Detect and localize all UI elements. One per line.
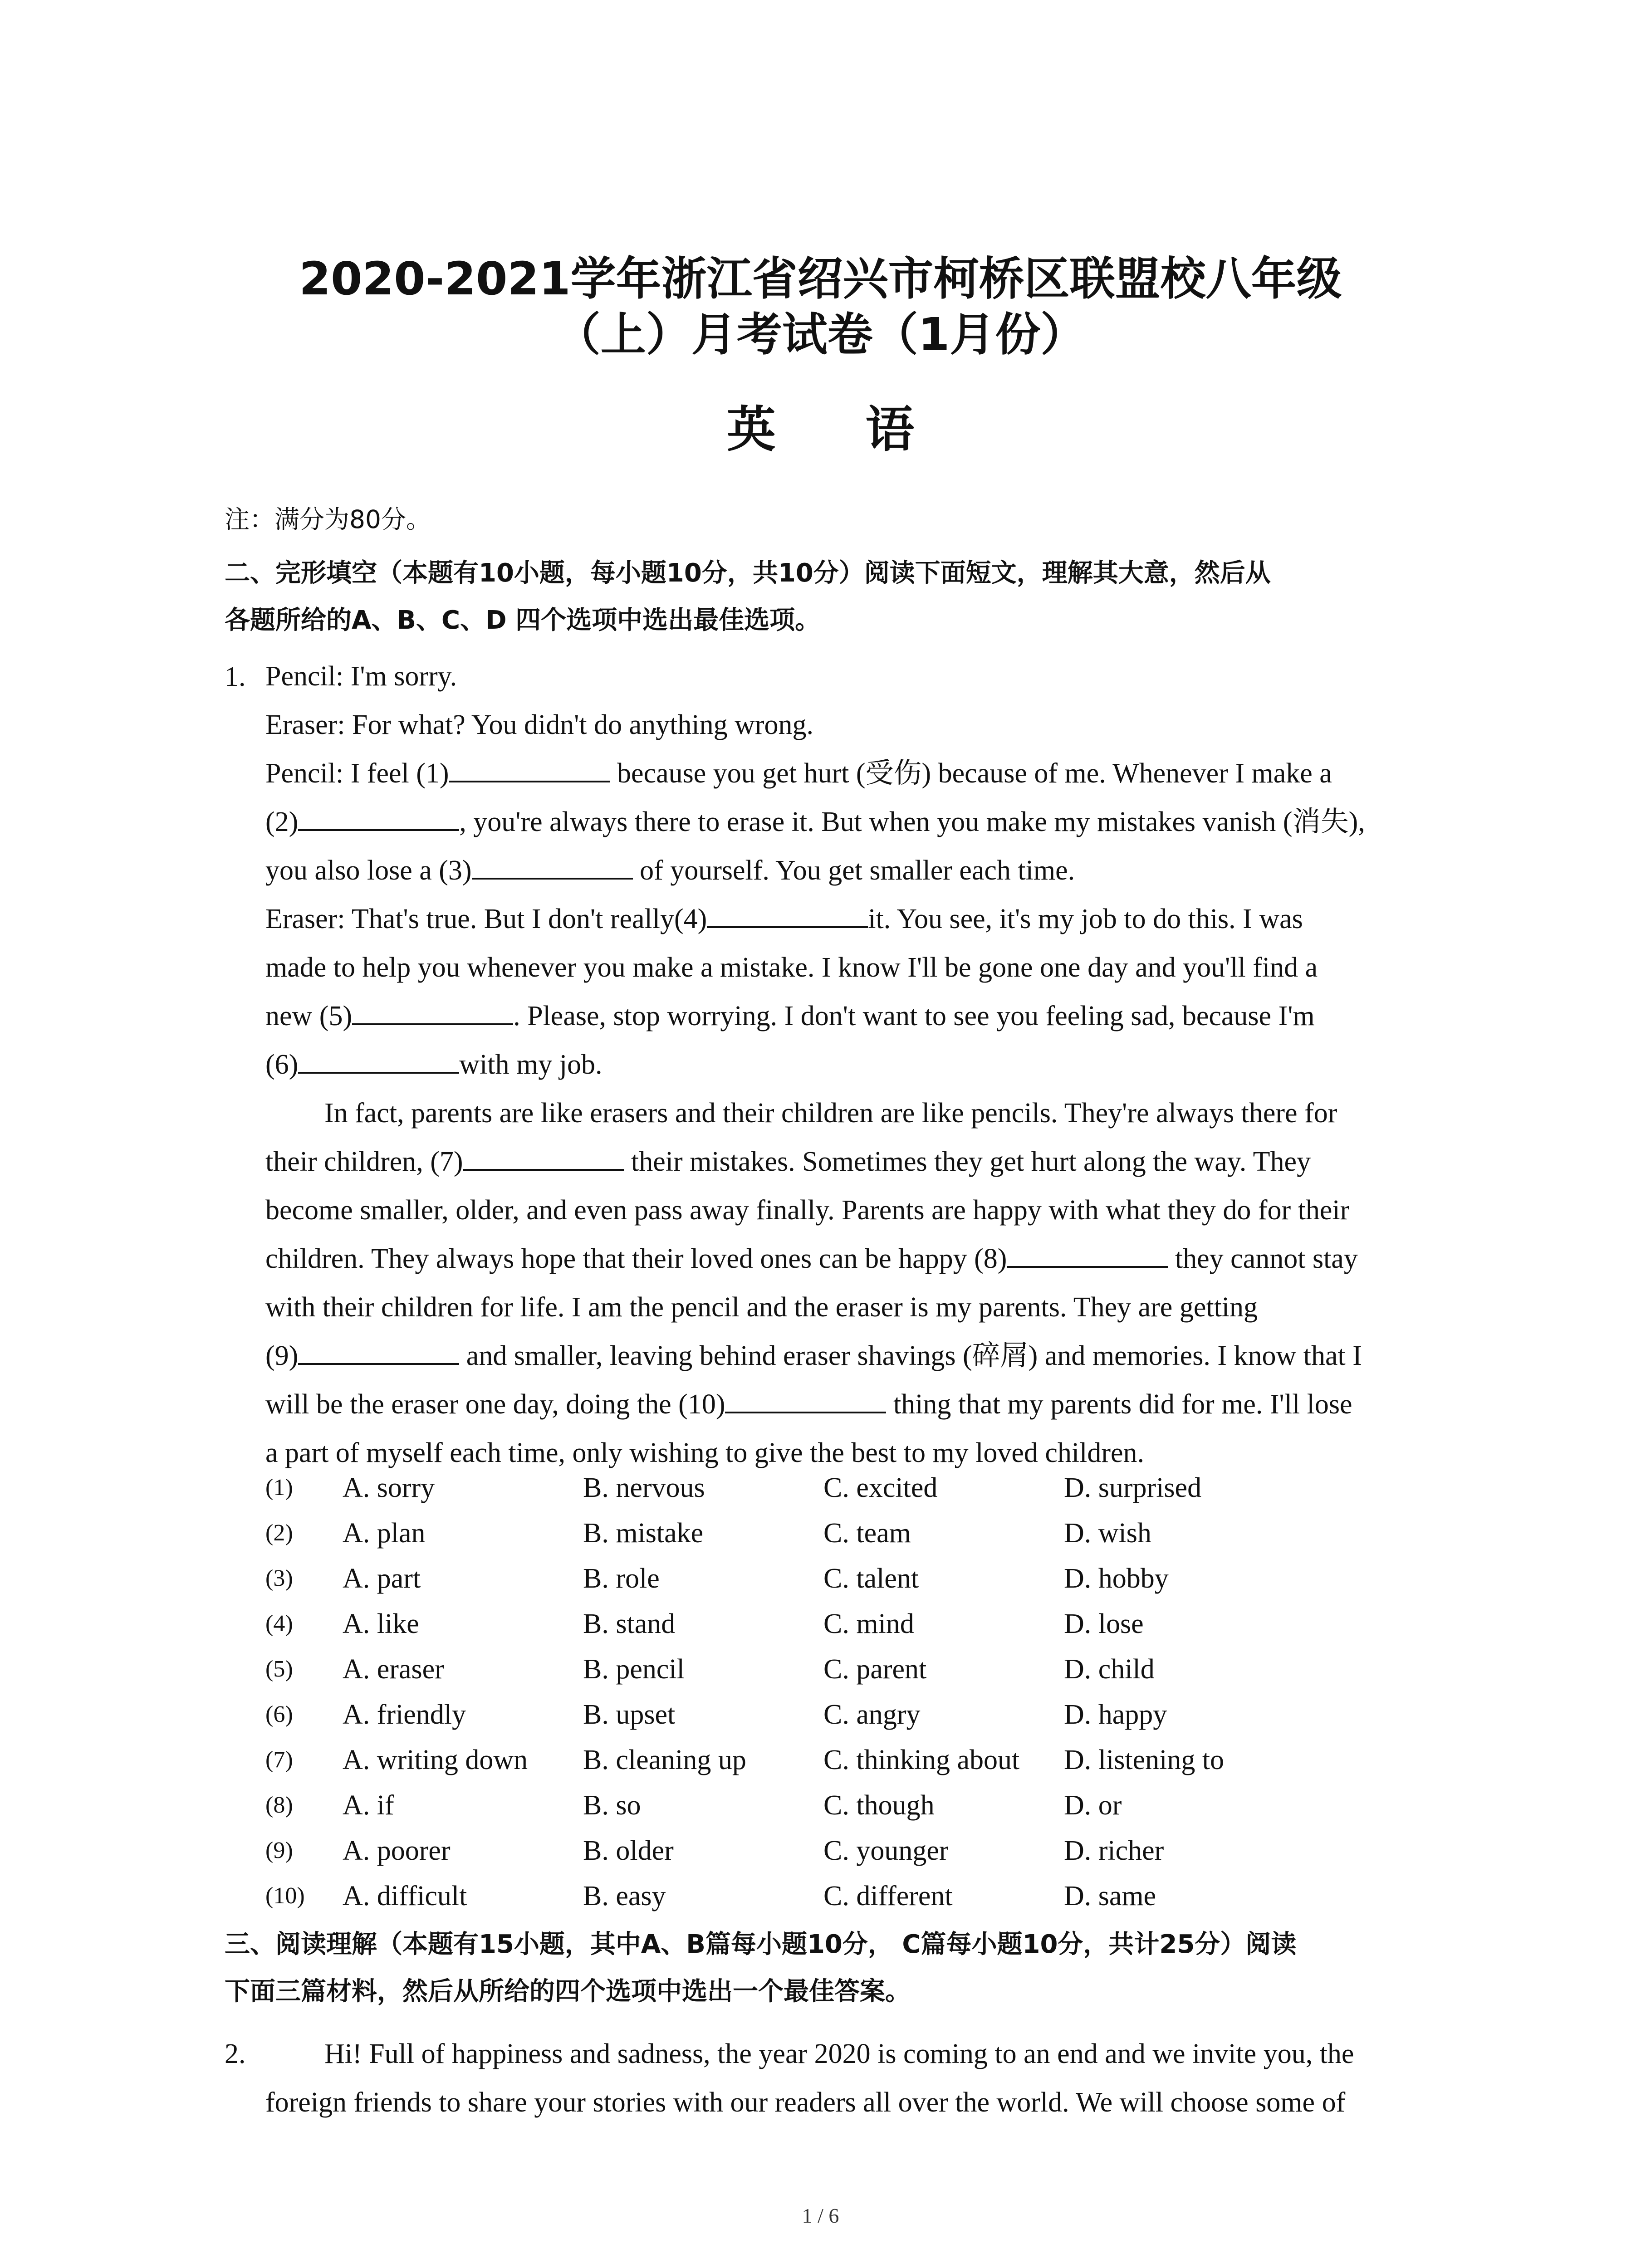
cloze-passage: [265, 652, 1459, 1477]
option-a[interactable]: A. part: [343, 1563, 421, 1594]
reading-passage-a: [265, 2030, 1459, 2127]
passage-line: [265, 1332, 1459, 1380]
option-d[interactable]: D. surprised: [1064, 1472, 1202, 1503]
answer-options: [265, 1465, 1445, 1919]
passage-text: (9): [265, 1340, 299, 1371]
answer-blank-10[interactable]: [725, 1386, 886, 1413]
passage-text: (2): [265, 807, 299, 837]
option-question-number: (10): [265, 1883, 305, 1909]
passage-line: [265, 749, 1459, 798]
option-question-number: (5): [265, 1656, 293, 1682]
option-row: [265, 1692, 1445, 1737]
option-row: [265, 1647, 1445, 1692]
passage-line: [265, 652, 1459, 701]
option-row: [265, 1828, 1445, 1873]
passage-text: with their children for life. I am the pencil and the eraser is my parents. They are getting: [265, 1292, 1258, 1323]
option-a[interactable]: A. writing down: [343, 1745, 528, 1775]
passage-text: it. You see, it's my job to do this. I was: [868, 904, 1303, 934]
passage-line: [265, 1041, 1459, 1089]
passage-text: their children, (7): [265, 1146, 463, 1177]
answer-blank-7[interactable]: [463, 1144, 624, 1171]
option-a[interactable]: A. difficult: [343, 1881, 467, 1911]
option-question-number: (6): [265, 1701, 293, 1727]
exam-title-line-1: 2020-2021学年浙江省绍兴市柯桥区联盟校八年级: [299, 252, 1342, 305]
passage-text: of yourself. You get smaller each time.: [632, 855, 1075, 886]
passage-line: [265, 1380, 1459, 1429]
passage-text: new (5): [265, 1001, 353, 1031]
option-d[interactable]: D. listening to: [1064, 1745, 1225, 1775]
passage-text: . Please, stop worrying. I don't want to see you feeling sad, because I'm: [513, 1001, 1315, 1031]
option-b[interactable]: B. upset: [583, 1699, 676, 1730]
option-row: [265, 1783, 1445, 1828]
passage-text: become smaller, older, and even pass away finally. Parents are happy with what they do for their: [265, 1195, 1350, 1226]
passage-line: [265, 1235, 1459, 1283]
option-d[interactable]: D. hobby: [1064, 1563, 1169, 1594]
passage-text: will be the eraser one day, doing the (10): [265, 1389, 725, 1420]
passage-text: (6): [265, 1049, 299, 1080]
option-row: [265, 1601, 1445, 1647]
answer-blank-3[interactable]: [472, 852, 633, 880]
section-3-heading-line-1: 三、阅读理解（本题有15小题，其中A、B篇每小题10分， C篇每小题10分，共计25分）阅读: [225, 1930, 1297, 1959]
passage-text: and smaller, leaving behind eraser shavings (碎屑) and memories. I know that I: [459, 1340, 1362, 1371]
option-question-number: (2): [265, 1520, 293, 1546]
option-b[interactable]: B. older: [583, 1835, 674, 1866]
passage-text: Eraser: For what? You didn't do anything wrong.: [265, 709, 814, 740]
exam-title-line-2: （上）月考试卷（1月份）: [555, 308, 1086, 361]
passage-text: with my job.: [459, 1049, 603, 1080]
option-question-number: (4): [265, 1611, 293, 1637]
option-question-number: (7): [265, 1747, 293, 1773]
option-a[interactable]: A. if: [343, 1790, 394, 1821]
question-1-number: 1.: [225, 661, 246, 692]
passage-text: Hi! Full of happiness and sadness, the year 2020 is coming to an end and we invite you, the: [324, 2038, 1354, 2069]
option-c[interactable]: C. angry: [823, 1699, 921, 1730]
page-number: 1 / 6: [802, 2204, 839, 2227]
option-row: [265, 1465, 1445, 1510]
option-a[interactable]: A. friendly: [343, 1699, 466, 1730]
passage-line: [265, 1283, 1459, 1332]
passage-line: [265, 1138, 1459, 1186]
passage-line: [265, 992, 1459, 1041]
option-a[interactable]: A. eraser: [343, 1654, 444, 1685]
option-question-number: (8): [265, 1792, 293, 1818]
passage-text: you also lose a (3): [265, 855, 472, 886]
answer-blank-1[interactable]: [449, 755, 610, 782]
passage-text: Pencil: I'm sorry.: [265, 661, 457, 692]
option-a[interactable]: A. sorry: [343, 1472, 435, 1503]
passage-text: they cannot stay: [1168, 1243, 1358, 1274]
answer-blank-8[interactable]: [1007, 1241, 1168, 1268]
option-row: [265, 1556, 1445, 1601]
answer-blank-5[interactable]: [352, 998, 513, 1025]
score-note: 注：满分为80分。: [225, 505, 431, 534]
passage-line: [265, 943, 1459, 992]
passage-line: [265, 846, 1459, 895]
option-a[interactable]: A. poorer: [343, 1835, 451, 1866]
option-d[interactable]: D. lose: [1064, 1608, 1144, 1639]
section-2-heading-line-1: 二、完形填空（本题有10小题，每小题10分，共10分）阅读下面短文，理解其大意，然后从: [225, 558, 1271, 588]
option-a[interactable]: A. like: [343, 1608, 419, 1639]
option-c[interactable]: C. team: [823, 1518, 911, 1549]
passage-text: foreign friends to share your stories with our readers all over the world. We will choose some of: [265, 2087, 1346, 2118]
passage-line: [265, 1089, 1459, 1138]
passage-text: made to help you whenever you make a mistake. I know I'll be gone one day and you'll find a: [265, 952, 1318, 983]
passage-line: [265, 895, 1459, 943]
option-question-number: (3): [265, 1565, 293, 1591]
answer-blank-9[interactable]: [298, 1338, 459, 1365]
option-b[interactable]: B. easy: [583, 1881, 666, 1911]
option-c[interactable]: C. though: [823, 1790, 935, 1821]
option-c[interactable]: C. talent: [823, 1563, 919, 1594]
option-c[interactable]: C. parent: [823, 1654, 927, 1685]
passage-text: thing that my parents did for me. I'll lose: [886, 1389, 1352, 1420]
question-2-number: 2.: [225, 2038, 246, 2069]
section-3-heading-line-2: 下面三篇材料，然后从所给的四个选项中选出一个最佳答案。: [225, 1977, 911, 2006]
option-question-number: (1): [265, 1475, 293, 1501]
option-b[interactable]: B. pencil: [583, 1654, 685, 1685]
passage-text: a part of myself each time, only wishing to give the best to my loved children.: [265, 1437, 1145, 1468]
passage-line: [265, 1186, 1459, 1235]
option-question-number: (9): [265, 1838, 293, 1863]
option-row: [265, 1510, 1445, 1556]
option-c[interactable]: C. younger: [823, 1835, 949, 1866]
option-b[interactable]: B. stand: [583, 1608, 676, 1639]
option-b[interactable]: B. cleaning up: [583, 1745, 746, 1775]
answer-blank-4[interactable]: [707, 901, 868, 928]
option-b[interactable]: B. so: [583, 1790, 641, 1821]
option-row: [265, 1873, 1445, 1919]
passage-line: [265, 2030, 1459, 2078]
passage-text: In fact, parents are like erasers and their children are like pencils. They're always there for: [324, 1098, 1337, 1129]
option-b[interactable]: B. nervous: [583, 1472, 705, 1503]
option-c[interactable]: C. excited: [823, 1472, 938, 1503]
passage-text: Eraser: That's true. But I don't really(4): [265, 904, 707, 934]
answer-blank-6[interactable]: [298, 1046, 459, 1074]
passage-text: Pencil: I feel (1): [265, 758, 449, 789]
subject-title: 英 语: [726, 401, 951, 458]
passage-text: , you're always there to erase it. But when you make my mistakes vanish (消失),: [459, 807, 1365, 837]
option-d[interactable]: D. or: [1064, 1790, 1122, 1821]
section-2-heading: [225, 550, 1450, 644]
passage-line: [265, 701, 1459, 749]
option-d[interactable]: D. wish: [1064, 1518, 1151, 1549]
option-c[interactable]: C. different: [823, 1881, 953, 1911]
passage-line: [265, 2078, 1459, 2127]
option-c[interactable]: C. mind: [823, 1608, 914, 1639]
option-b[interactable]: B. role: [583, 1563, 660, 1594]
passage-text: children. They always hope that their loved ones can be happy (8): [265, 1243, 1007, 1274]
option-a[interactable]: A. plan: [343, 1518, 426, 1549]
answer-blank-2[interactable]: [298, 804, 459, 831]
passage-line: [265, 798, 1459, 846]
option-d[interactable]: D. child: [1064, 1654, 1155, 1685]
option-d[interactable]: D. same: [1064, 1881, 1156, 1911]
passage-text: their mistakes. Sometimes they get hurt along the way. They: [624, 1146, 1311, 1177]
section-2-heading-line-2: 各题所给的A、B、C、D 四个选项中选出最佳选项。: [225, 606, 821, 635]
passage-text: because you get hurt (受伤) because of me. Whenever I make a: [610, 758, 1332, 789]
option-c[interactable]: C. thinking about: [823, 1745, 1020, 1775]
option-b[interactable]: B. mistake: [583, 1518, 704, 1549]
option-row: [265, 1737, 1445, 1783]
section-3-heading: [225, 1921, 1450, 2015]
option-d[interactable]: D. richer: [1064, 1835, 1164, 1866]
option-d[interactable]: D. happy: [1064, 1699, 1167, 1730]
